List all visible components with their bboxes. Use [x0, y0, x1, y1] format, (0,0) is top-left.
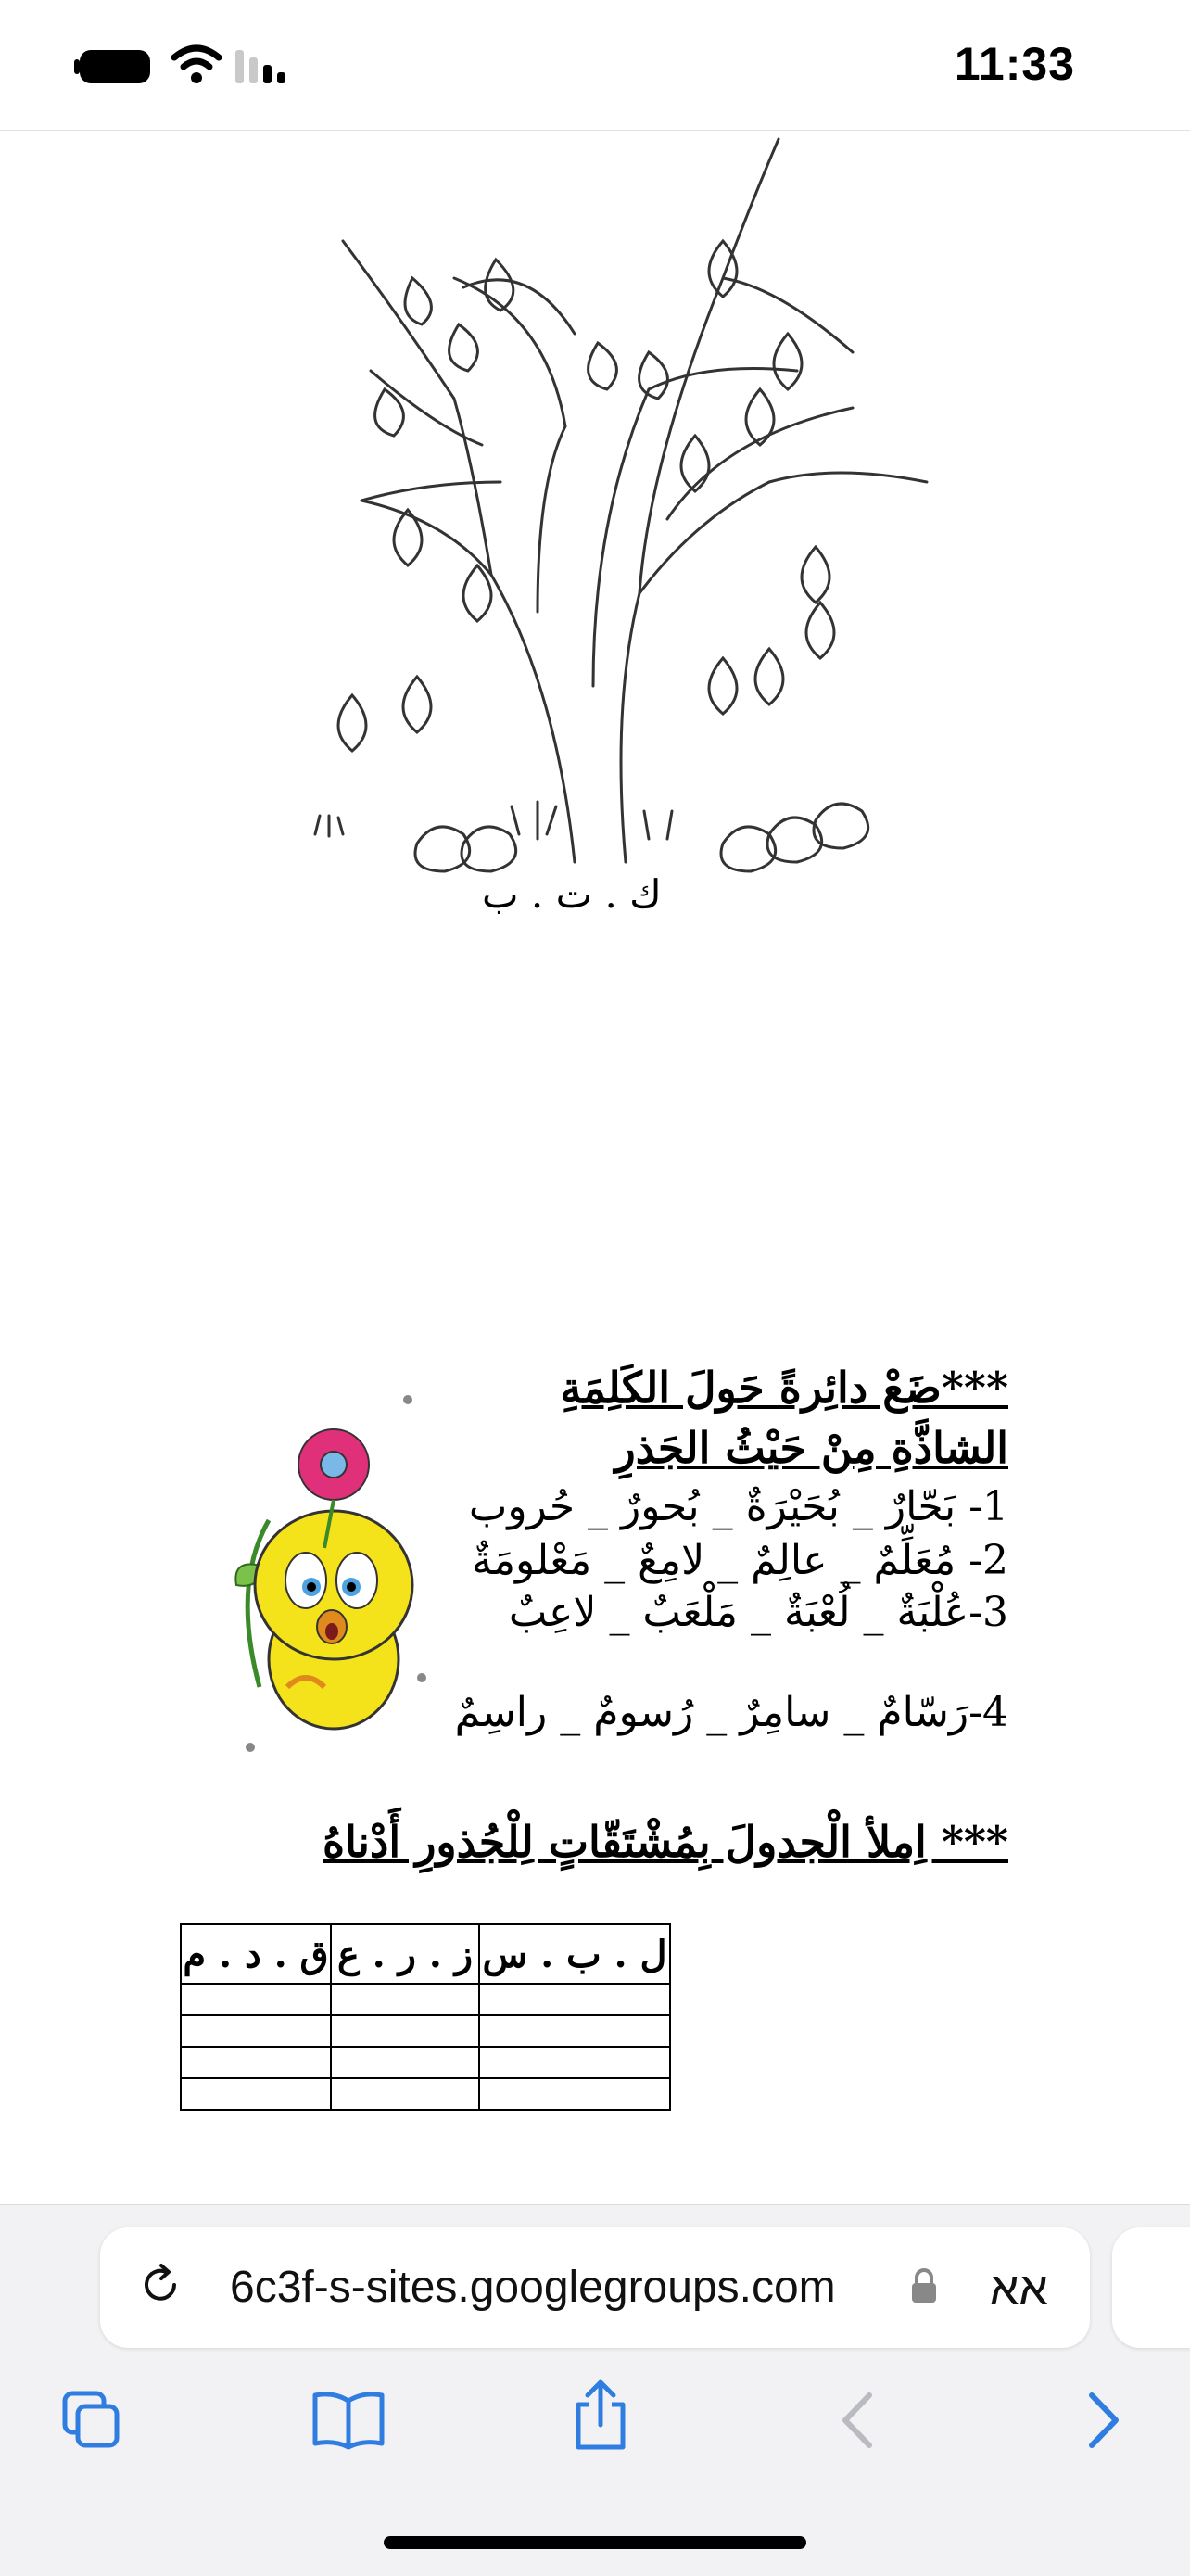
table-cell: [479, 2078, 670, 2110]
table-cell: [181, 1984, 331, 2015]
tweety-cartoon-image: [232, 1381, 436, 1770]
table-cell: [479, 1984, 670, 2015]
table-header-cell: ل . ب . س: [479, 1924, 670, 1984]
next-tab-address-bar-peek[interactable]: [1112, 2227, 1190, 2348]
table-cell: [479, 2047, 670, 2078]
word-row-4: 4-رَسّامٌ _ سامِرٌ _ رُسومٌ _ راسِمٌ: [454, 1689, 1008, 1736]
bookmarks-icon[interactable]: [311, 2390, 386, 2451]
tree-illustration: [260, 130, 945, 890]
tabs-icon[interactable]: [59, 2388, 124, 2453]
back-icon[interactable]: [838, 2390, 879, 2451]
status-bar: [0, 0, 1190, 131]
table-cell: [181, 2047, 331, 2078]
table-cell: [331, 2078, 479, 2110]
cellular-signal-icon: [235, 48, 293, 85]
home-indicator: [384, 2536, 806, 2549]
url-text[interactable]: 6c3f-s-sites.googlegroups.com: [230, 2263, 836, 2312]
table-row: [181, 2015, 670, 2047]
question-1-title-line-1: ***ضَعْ دائِرةً حَولَ الكَلِمَةِ: [560, 1363, 1008, 1413]
word-row-1: 1- بَحّارٌ _ بُحَيْرَةٌ _ بُحورٌ _ حُروب: [468, 1483, 1008, 1530]
table-cell: [479, 2015, 670, 2047]
derivatives-table: [180, 1923, 671, 2111]
table-cell: [181, 2015, 331, 2047]
table-cell: [331, 1984, 479, 2015]
question-1-title-line-2: الشاذَّةِ مِنْ حَيْثُ الجَذرِ: [614, 1423, 1008, 1473]
reader-options-button[interactable]: אא: [990, 2263, 1048, 2315]
root-letters-caption: ك . ت . ب: [482, 871, 662, 917]
lock-icon: [910, 2267, 938, 2304]
table-header-cell: ق . د . م: [181, 1924, 331, 1984]
table-cell: [331, 2047, 479, 2078]
share-icon[interactable]: [571, 2379, 630, 2453]
wifi-icon: [171, 43, 222, 85]
table-row: [181, 2078, 670, 2110]
question-2-title: *** اِملأ الْجدولَ بِمُشْتَقّاتٍ لِلْجُذورِ أَدْناهُ: [323, 1817, 1008, 1867]
word-row-3: 3-عُلْبَةٌ _ لُعْبَةٌ _ مَلْعَبٌ _ لاعِبٌ: [508, 1589, 1008, 1636]
word-row-2: 2- مُعَلِّمٌ _ عالِمٌ _ لامِعٌ _ مَعْلومَةٌ: [471, 1537, 1008, 1584]
table-cell: [331, 2015, 479, 2047]
battery-icon: [74, 46, 158, 87]
table-row: [181, 2047, 670, 2078]
table-header-cell: ز . ر . ع: [331, 1924, 479, 1984]
forward-icon[interactable]: [1082, 2390, 1123, 2451]
table-cell: [181, 2078, 331, 2110]
table-header-row: [181, 1924, 670, 1984]
status-time: 11:33: [954, 38, 1075, 90]
reload-icon[interactable]: [135, 2260, 185, 2310]
table-row: [181, 1984, 670, 2015]
